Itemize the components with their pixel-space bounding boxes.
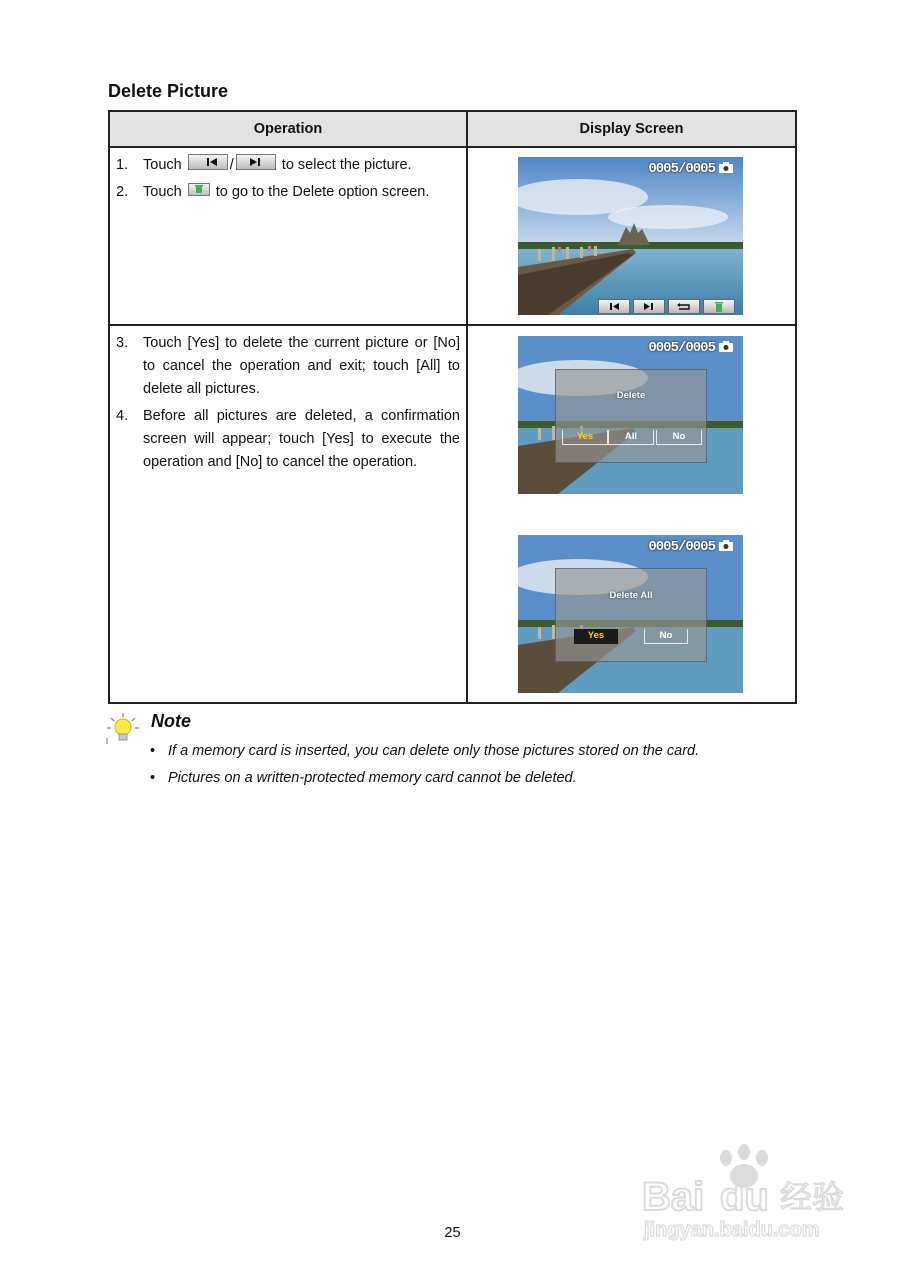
delete-all-dialog — [555, 568, 707, 662]
steps-list — [110, 326, 466, 474]
step-item — [116, 154, 460, 177]
trash-icon — [188, 183, 210, 196]
display-cell — [467, 325, 796, 703]
table-header-row — [109, 111, 796, 147]
step-number: 2. — [116, 184, 129, 200]
camera-screen-delete — [518, 336, 743, 494]
return-icon — [676, 302, 692, 311]
landscape-photo — [518, 157, 743, 315]
picture-counter: 0005/0005 — [648, 340, 715, 356]
svg-text:jingyan.baidu.com: jingyan.baidu.com — [644, 1219, 820, 1241]
delete-dialog — [555, 369, 707, 463]
previous-picture-icon — [188, 154, 228, 170]
playback-toolbar — [598, 299, 735, 314]
page-number: 25 — [444, 1225, 461, 1241]
note-item — [150, 765, 699, 792]
step-text — [143, 154, 460, 177]
all-option[interactable]: All — [608, 430, 654, 445]
dialog-title: Delete — [616, 390, 646, 401]
next-picture-icon — [236, 154, 276, 170]
step-text-part: Touch — [143, 184, 182, 200]
step-text: Before all pictures are deleted, a confirmation screen will appear; touch [Yes] to execute the operation and [No] to cancel the operation. — [143, 408, 460, 470]
step-item — [116, 405, 460, 474]
camera-screen-browse — [518, 157, 743, 315]
light-bulb-icon — [106, 712, 140, 744]
no-option[interactable]: No — [644, 629, 688, 644]
camera-screen-delete-all — [518, 535, 743, 693]
header-display-screen: Display Screen — [467, 111, 796, 147]
watermark-logo — [640, 1142, 850, 1242]
svg-text:经验: 经验 — [780, 1178, 845, 1216]
step-item — [116, 181, 460, 204]
display-cell — [467, 147, 796, 325]
step-number: 3. — [116, 335, 129, 351]
table-row — [109, 325, 796, 703]
operation-cell — [109, 147, 467, 325]
svg-text:du: du — [720, 1175, 769, 1219]
previous-picture-icon — [607, 302, 621, 311]
note-item — [150, 738, 699, 765]
operation-table — [108, 110, 797, 704]
operation-cell — [109, 325, 467, 703]
picture-counter: 0005/0005 — [648, 539, 715, 555]
step-number: 4. — [116, 408, 129, 424]
next-button[interactable] — [633, 299, 665, 314]
step-text-part: Touch — [143, 157, 182, 173]
step-number: 1. — [116, 157, 129, 173]
step-text-part: to select the picture. — [281, 157, 412, 173]
no-option[interactable]: No — [656, 430, 702, 445]
table-row — [109, 147, 796, 325]
bullet: • — [150, 743, 156, 759]
note-title: Note — [151, 711, 191, 731]
step-text: Touch [Yes] to delete the current picture or [No] to cancel the operation and exit; touch [All] to delete all pictures. — [143, 335, 460, 397]
steps-list — [110, 148, 466, 204]
header-operation: Operation — [109, 111, 467, 147]
section-title: Delete Picture — [108, 81, 229, 101]
camera-icon — [719, 540, 733, 551]
yes-option[interactable]: Yes — [574, 629, 618, 644]
trash-icon — [713, 301, 725, 312]
camera-icon — [719, 162, 733, 173]
yes-option[interactable]: Yes — [562, 430, 608, 445]
dialog-title: Delete All — [609, 590, 653, 601]
camera-icon — [719, 341, 733, 352]
bullet: • — [150, 770, 156, 786]
step-item — [116, 332, 460, 401]
svg-text:Bai: Bai — [642, 1175, 705, 1219]
step-text — [143, 181, 460, 204]
note-text: Pictures on a written-protected memory card cannot be deleted. — [168, 770, 577, 786]
delete-button[interactable] — [703, 299, 735, 314]
note-list — [150, 738, 699, 792]
next-picture-icon — [642, 302, 656, 311]
step-text-part: / — [229, 157, 234, 173]
return-button[interactable] — [668, 299, 700, 314]
previous-button[interactable] — [598, 299, 630, 314]
picture-counter: 0005/0005 — [648, 161, 715, 177]
step-text-part: to go to the Delete option screen. — [215, 184, 430, 200]
note-text: If a memory card is inserted, you can delete only those pictures stored on the card. — [168, 743, 700, 759]
